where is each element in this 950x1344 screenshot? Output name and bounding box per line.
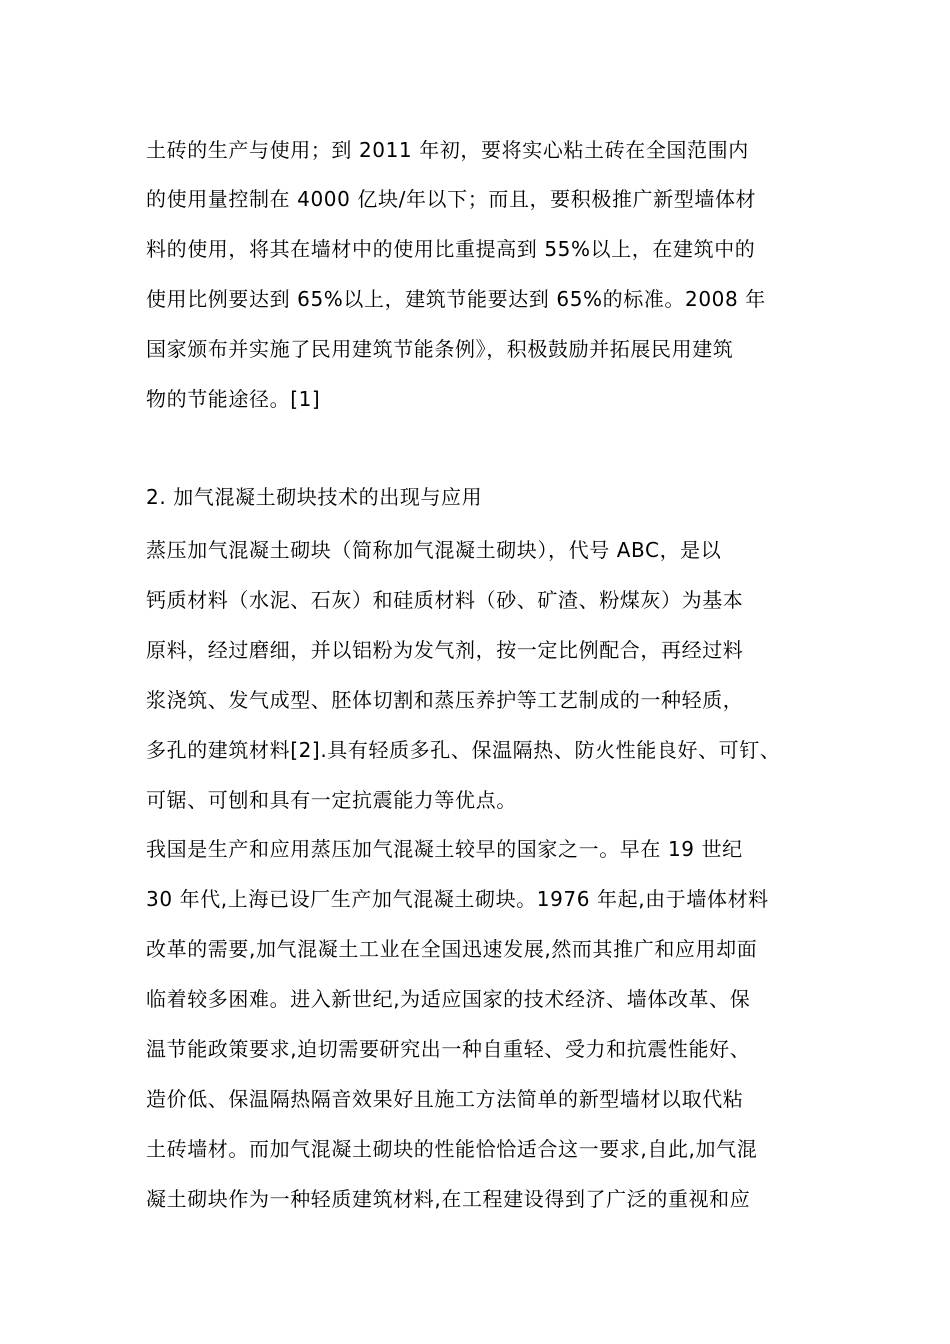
- paragraph-line: 可锯、可刨和具有一定抗震能力等优点。: [146, 788, 517, 812]
- paragraph-line: 物的节能途径。[1]: [146, 387, 321, 411]
- paragraph-line: 土砖的生产与使用；到 2011 年初，要将实心粘土砖在全国范围内: [146, 138, 749, 162]
- paragraph-line: 浆浇筑、发气成型、胚体切割和蒸压养护等工艺制成的一种轻质，: [146, 688, 744, 712]
- paragraph-line: 临着较多困难。进入新世纪,为适应国家的技术经济、墙体改革、保: [146, 987, 751, 1011]
- section-heading: 2. 加气混凝土砌块技术的出现与应用: [146, 485, 483, 509]
- paragraph-line: 国家颁布并实施了民用建筑节能条例》，积极鼓励并拓展民用建筑: [146, 337, 734, 361]
- paragraph-line: 使用比例要达到 65%以上，建筑节能要达到 65%的标准。2008 年: [146, 287, 766, 311]
- paragraph-line: 造价低、保温隔热隔音效果好且施工方法简单的新型墙材以取代粘: [146, 1087, 744, 1111]
- paragraph-line: 的使用量控制在 4000 亿块/年以下；而且，要积极推广新型墙体材: [146, 187, 757, 211]
- paragraph-line: 凝土砌块作为一种轻质建筑材料,在工程建设得到了广泛的重视和应: [146, 1187, 751, 1211]
- paragraph-line: 土砖墙材。而加气混凝土砌块的性能恰恰适合这一要求,自此,加气混: [146, 1137, 758, 1161]
- paragraph-line: 改革的需要,加气混凝土工业在全国迅速发展,然而其推广和应用却面: [146, 937, 758, 961]
- paragraph-line: 蒸压加气混凝土砌块（简称加气混凝土砌块），代号 ABC，是以: [146, 538, 722, 562]
- paragraph-line: 我国是生产和应用蒸压加气混凝土较早的国家之一。早在 19 世纪: [146, 837, 743, 861]
- paragraph-line: 料的使用，将其在墙材中的使用比重提高到 55%以上，在建筑中的: [146, 237, 756, 261]
- paragraph-line: 30 年代,上海已设厂生产加气混凝土砌块。1976 年起,由于墙体材料: [146, 887, 769, 911]
- paragraph-line: 多孔的建筑材料[2].具有轻质多孔、保温隔热、防火性能良好、可钉、: [146, 738, 781, 762]
- paragraph-line: 钙质材料（水泥、石灰）和硅质材料（砂、矿渣、粉煤灰）为基本: [146, 588, 744, 612]
- paragraph-line: 温节能政策要求,迫切需要研究出一种自重轻、受力和抗震性能好、: [146, 1037, 751, 1061]
- paragraph-line: 原料，经过磨细，并以铝粉为发气剂，按一定比例配合，再经过料: [146, 638, 744, 662]
